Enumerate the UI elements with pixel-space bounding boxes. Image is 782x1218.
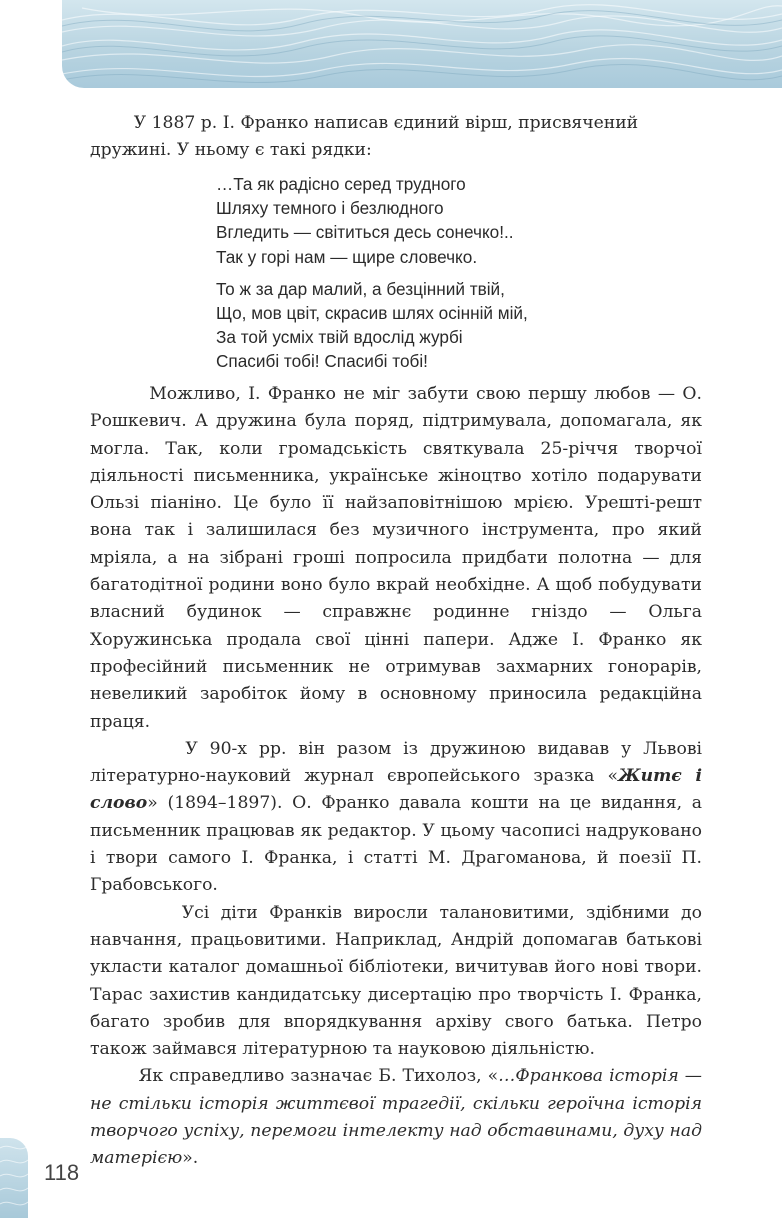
poem-line: За той усміх твій вдослід журбі (216, 327, 463, 348)
paragraph-4 (90, 1063, 702, 1172)
paragraph-4-text-start: Як справедливо зазначає Б. Тихолоз, « (138, 1066, 499, 1087)
intro-line-1: У 1887 р. І. Франко написав єдиний вірш, присвячений (133, 113, 639, 133)
poem-stanza-2 (216, 277, 528, 374)
main-text (90, 381, 702, 1173)
paragraph-1 (90, 381, 702, 736)
paragraph-2-text-start: У 90-х рр. він разом із дружиною видавав у Львові літературно-науковий журнал європейського зразка « (90, 738, 702, 787)
poem-line: Спасибі тобі! Спасибі тобі! (216, 351, 428, 372)
paragraph-4-text-end: ». (182, 1148, 199, 1169)
paragraph-1-text: Можливо, І. Франко не міг забути свою першу любов — О. Рошкевич. А дружина була поряд, підтримувала, допомагала, як могла. Так, коли громадськість святкувала 25-річчя творчої діяльності письменника, українське жіноцтво хотіло подарувати Ользі піаніно. Це було її найзаповітнішою мрією. Урешті-решт вона так і залишилася без музичного інструмента, про який мріяла, а на зібрані гроші попросила придбати полотна — для багатодітної родини воно було вкрай необхідне. А щоб побудувати власний будинок — справжнє родинне гніздо — Ольга Хоружинська продала свої цінні папери. Адже І. Франко як професійний письменник не отримував захмарних гонорарів, невеликий заробіток йому в основному приносила редакційна праця. (90, 384, 702, 732)
poem-line: Що, мов цвіт, скрасив шлях осінній мій, (216, 303, 528, 324)
paragraph-3 (90, 900, 702, 1064)
poem-block (216, 172, 528, 374)
decorative-corner (0, 1138, 28, 1218)
paragraph-2-text-end: » (1894–1897). О. Франко давала кошти на це видання, а письменник працював як редактор. У цьому часописі надруковано і твори самого І. Франка, і статті М. Драгоманова, й поезії П. Грабовського. (90, 793, 702, 896)
poem-line: …Та як радісно серед трудного (216, 174, 466, 194)
wave-pattern-icon (62, 0, 782, 88)
journal-title: Житє і слово (90, 766, 703, 814)
intro-paragraph (90, 110, 702, 165)
paragraph-3-text: Усі діти Франків виросли талановитими, здібними до навчання, працьовитими. Наприклад, Андрій допомагав батькові укласти каталог домашньої бібліотеки, вичитував його нові твори. Тарас захистив кандидатську дисертацію про творчість І. Франка, багато зробив для впорядкування архіву свого батька. Петро також займався літературною та науковою діяльністю. (90, 902, 702, 1060)
poem-line: Шляху темного і безлюдного (216, 198, 444, 219)
page-number: 118 (44, 1160, 80, 1185)
intro-line-2: дружині. У ньому є такі рядки: (90, 140, 372, 161)
quotation: …Франкова історія — не стільки історія життєвої трагедії, скільки героїчна історія творчого успіху, перемоги інтелекту над обставинами, духу над матерією (90, 1066, 702, 1169)
poem-stanza-1 (216, 172, 528, 269)
poem-line: Так у горі нам — щире словечко. (216, 246, 478, 267)
decorative-header-banner (62, 0, 782, 88)
paragraph-2 (90, 736, 702, 900)
poem-line: То ж за дар малий, а безцінний твій, (216, 278, 505, 299)
wave-corner-icon (0, 1138, 28, 1218)
poem-line: Вгледить — світиться десь сонечко!.. (216, 222, 514, 243)
